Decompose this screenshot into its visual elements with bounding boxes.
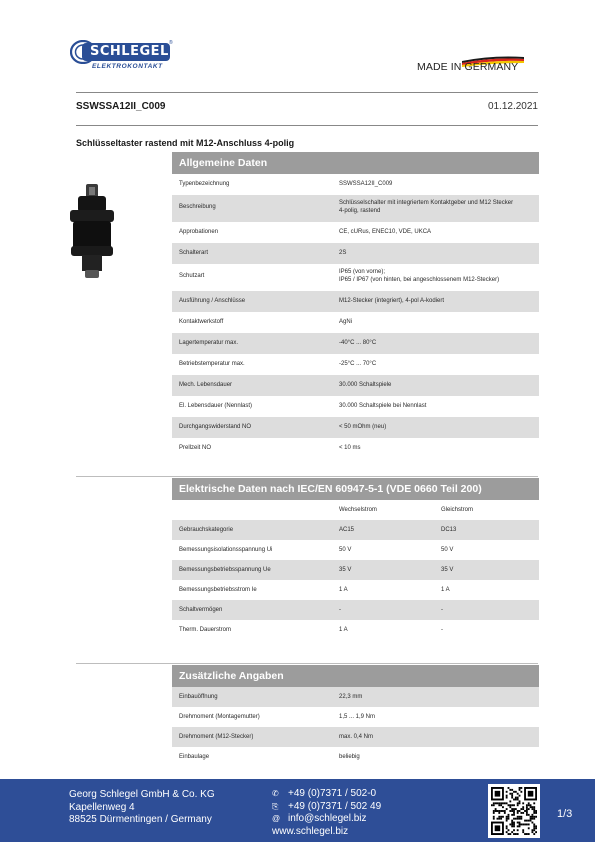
column-ac: Wechselstrom: [339, 507, 377, 513]
key-switch-product-image: [68, 184, 116, 279]
row-label: Bemessungsbetriebsstrom Ie: [179, 587, 257, 593]
row-value: [339, 268, 499, 284]
row-value: 22,3 mm: [339, 694, 363, 700]
general-row: [172, 354, 539, 375]
additional-row: [172, 747, 539, 767]
footer-web[interactable]: www.schlegel.biz: [272, 825, 349, 837]
row-value-dc: -: [441, 627, 443, 633]
footer-contact: [272, 788, 381, 838]
row-value-line: < 50 mOhm (neu): [339, 424, 387, 430]
electrical-row: [172, 560, 539, 580]
row-label: Kontaktwerkstoff: [179, 319, 224, 325]
general-row: [172, 222, 539, 243]
row-value-line: AgNi: [339, 319, 353, 325]
row-value-line: IP65 / IP67 (von hinten, bei angeschlossenem M12-Stecker): [339, 277, 500, 283]
row-value-dc: 1 A: [441, 587, 450, 593]
header-rule-2: [76, 125, 538, 126]
row-label: Mech. Lebensdauer: [179, 382, 233, 388]
row-value-line: < 10 ms: [339, 445, 361, 451]
row-value: [339, 312, 352, 333]
document-date: 01.12.2021: [487, 101, 538, 112]
row-value-ac: 50 V: [339, 547, 352, 553]
row-value-line: 30.000 Schaltspiele bei Nennlast: [339, 403, 427, 409]
row-value: [339, 354, 376, 375]
page-number: 1/3: [557, 808, 573, 820]
row-value-ac: -: [339, 607, 341, 613]
general-row: [172, 195, 539, 222]
row-value-line: -25°C ... 70°C: [339, 361, 377, 367]
row-value-line: SSWSSA12II_C009: [339, 181, 393, 187]
company-logo: [70, 40, 175, 72]
row-value: [339, 396, 426, 417]
row-label: Approbationen: [179, 229, 219, 235]
logo-registered: ®: [169, 40, 173, 46]
row-value-line: IP65 (von vorne);: [339, 269, 386, 275]
logo-brand: SCHLEGEL: [90, 44, 169, 59]
general-row: [172, 264, 539, 291]
header-rule: [76, 92, 538, 93]
row-value-line: M12-Stecker (integriert), 4-pol A-kodiert: [339, 298, 445, 304]
row-value-dc: DC13: [441, 527, 457, 533]
row-label: Betriebstemperatur max.: [179, 361, 245, 367]
row-label: Durchgangswiderstand NO: [179, 424, 252, 430]
footer-address: [69, 789, 215, 827]
electrical-row: [172, 580, 539, 600]
row-value-dc: -: [441, 607, 443, 613]
row-value-ac: 35 V: [339, 567, 352, 573]
electrical-row: [172, 600, 539, 620]
row-value: 1,5 ... 1,9 Nm: [339, 714, 376, 720]
row-label: El. Lebensdauer (Nennlast): [179, 403, 253, 409]
row-value-line: CE, cURus, ENEC10, VDE, UKCA: [339, 229, 432, 235]
made-in-germany: MADE IN GERMANY: [417, 61, 519, 73]
row-label: Bemessungsbetriebsspannung Ue: [179, 567, 271, 573]
row-value-ac: 1 A: [339, 587, 348, 593]
row-label: Drehmoment (M12-Stecker): [179, 734, 254, 740]
electrical-row: [172, 620, 539, 640]
row-value-line: -40°C ... 80°C: [339, 340, 377, 346]
electrical-row: [172, 520, 539, 540]
footer-street: Kapellenweg 4: [69, 801, 135, 813]
row-label: Schalterart: [179, 250, 209, 256]
row-value: [339, 243, 346, 264]
row-label: Schutzart: [179, 273, 205, 279]
section-additional-heading: Zusätzliche Angaben: [172, 665, 539, 687]
general-row: [172, 312, 539, 333]
row-label: Therm. Dauerstrom: [179, 627, 232, 633]
general-row: [172, 291, 539, 312]
row-label: Bemessungsisolationsspannung Ui: [179, 547, 273, 553]
row-label: Einbauöffnung: [179, 694, 218, 700]
row-label: Einbaulage: [179, 754, 210, 760]
row-value: [339, 199, 513, 215]
fax-icon: ⎘: [272, 801, 279, 811]
footer: [0, 779, 595, 842]
section-electrical-heading: Elektrische Daten nach IEC/EN 60947-5-1 (VDE 0660 Teil 200): [172, 478, 539, 500]
document-id: SSWSSA12II_C009: [76, 101, 166, 112]
row-value-ac: 1 A: [339, 627, 348, 633]
row-label: Drehmoment (Montagemutter): [179, 714, 260, 720]
row-value: [339, 291, 444, 312]
qr-code-icon: [491, 787, 537, 835]
general-row: [172, 174, 539, 195]
electrical-column-headers: [172, 500, 539, 521]
general-row: [172, 375, 539, 396]
additional-row: [172, 707, 539, 727]
row-value: [339, 438, 361, 459]
footer-fax: +49 (0)7371 / 502 49: [288, 800, 382, 812]
section-divider: [76, 663, 538, 664]
additional-row: [172, 687, 539, 707]
footer-company: Georg Schlegel GmbH & Co. KG: [69, 789, 215, 800]
row-value: [339, 333, 376, 354]
general-row: [172, 396, 539, 417]
row-value-dc: 35 V: [441, 567, 454, 573]
row-label: Ausführung / Anschlüsse: [179, 298, 246, 304]
footer-email[interactable]: info@schlegel.biz: [288, 813, 367, 824]
general-row: [172, 438, 539, 459]
row-value: beliebig: [339, 754, 360, 760]
row-value-ac: AC15: [339, 527, 355, 533]
row-label: Beschreibung: [179, 204, 216, 210]
row-value-line: 4-polig, rastend: [339, 208, 381, 214]
document-title: Schlüsseltaster rastend mit M12-Anschluss 4-polig: [76, 138, 295, 148]
logo-subtitle: ELEKTROKONTAKT: [92, 63, 163, 70]
row-value: max. 0,4 Nm: [339, 734, 374, 740]
row-label: Gebrauchskategorie: [179, 527, 234, 533]
row-value-line: Schlüsselschalter mit integriertem Kontaktgeber und M12 Stecker: [339, 200, 514, 206]
section-general-heading: Allgemeine Daten: [172, 152, 539, 174]
row-label: Lagertemperatur max.: [179, 340, 239, 346]
email-icon: @: [272, 814, 281, 823]
row-value: [339, 417, 386, 438]
row-label: Prellzeit NO: [179, 445, 212, 451]
row-label: Typenbezeichnung: [179, 181, 230, 187]
column-dc: Gleichstrom: [441, 507, 474, 513]
row-value: [339, 222, 431, 243]
row-value-line: 30.000 Schaltspiele: [339, 382, 392, 388]
general-row: [172, 417, 539, 438]
general-row: [172, 333, 539, 354]
row-value-line: 2S: [339, 250, 347, 256]
section-divider: [76, 476, 538, 477]
row-value: [339, 174, 392, 195]
footer-phone[interactable]: +49 (0)7371 / 502-0: [288, 788, 377, 799]
row-label: Schaltvermögen: [179, 607, 223, 613]
phone-icon: ✆: [272, 789, 279, 798]
general-row: [172, 243, 539, 264]
row-value-dc: 50 V: [441, 547, 454, 553]
qr-code[interactable]: [488, 784, 540, 838]
additional-row: [172, 727, 539, 747]
footer-city: 88525 Dürmentingen / Germany: [69, 814, 212, 825]
row-value: [339, 375, 391, 396]
electrical-row: [172, 540, 539, 560]
